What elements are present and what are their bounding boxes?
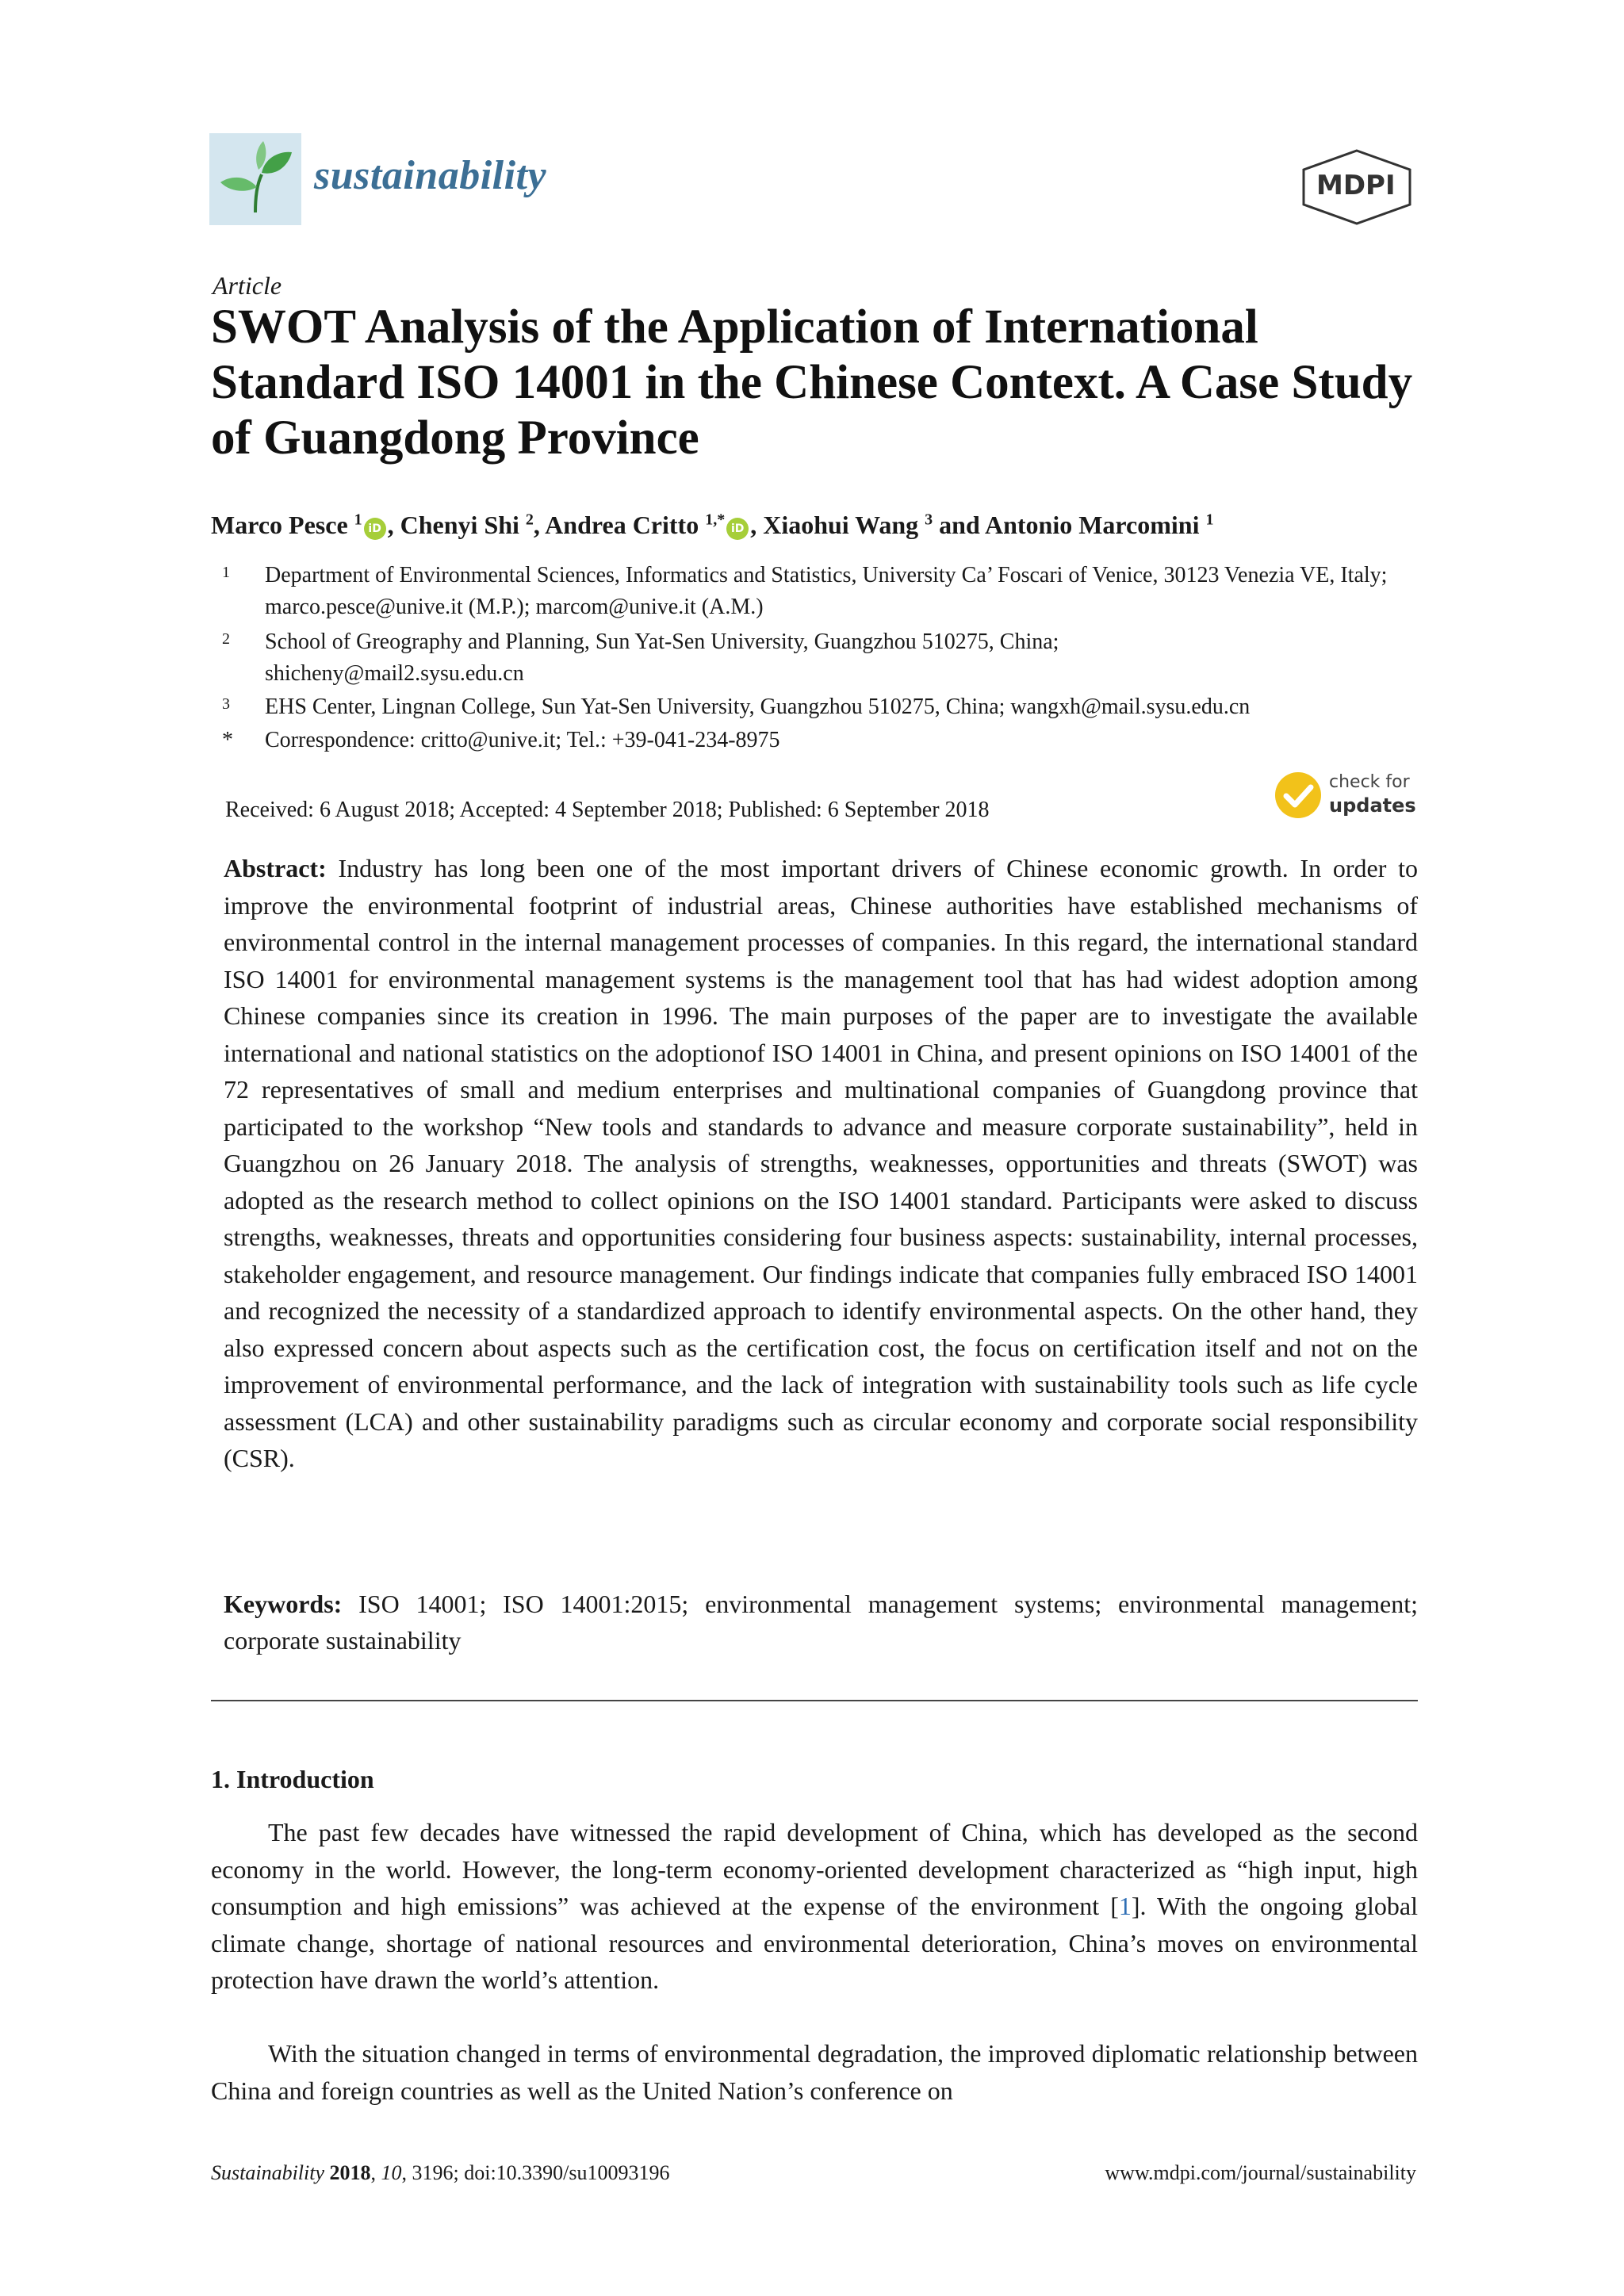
keywords-text: ISO 14001; ISO 14001:2015; environmental management systems; environmental management; corporate sustainability (224, 1590, 1419, 1655)
author-separator: , (750, 511, 764, 539)
badge-line-2: updates (1329, 794, 1416, 817)
author-name: Chenyi Shi (400, 511, 519, 539)
orcid-icon[interactable]: iD (726, 518, 749, 540)
publisher-logo (1299, 147, 1415, 227)
leaf-icon (209, 133, 301, 225)
section-heading: 1. Introduction (211, 1765, 374, 1793)
badge-line-1: check for (1329, 772, 1410, 792)
paragraph-text: The past few decades have witnessed the rapid development of China, which has developed as the second economy in the world. However, the long-term economy-oriented development characterized as “high input, high consumption and high emissions” was achieved at the expense of the environment [ (211, 1818, 1418, 1920)
footer-journal: Sustainability (211, 2161, 324, 2184)
orcid-icon[interactable]: iD (364, 518, 386, 540)
author-affiliation-mark: 1 (1205, 511, 1214, 529)
abstract-text: Industry has long been one of the most important drivers of Chinese economic growth. In order to improve the environmental footprint of industrial areas, Chinese authorities have established mechanisms of environmental control in the internal management processes of companies. In this regard, the international standard ISO 14001 for environmental management systems is the management tool that has had widest adoption among Chinese companies since its creation in 1996. The main purposes of the paper are to investigate the available international and national statistics on the adoptionof ISO 14001 in China, and present opinions on ISO 14001 of the 72 representatives of small and medium enterprises and multinational companies of Guangdong province that participated to the workshop “New tools and standards to advance and measure corporate sustainability”, held in Guangzhou on 26 January 2018. The analysis of strengths, weaknesses, opportunities and threats (SWOT) was adopted as the research method to collect opinions on the ISO 14001 standard. Participants were asked to discuss strengths, weaknesses, threats and opportunities considering four business aspects: sustainability, internal processes, stakeholder engagement, and resource management. Our findings indicate that companies fully embraced ISO 14001 and recognized the necessity of a standardized approach to identify environmental aspects. On the other hand, they also expressed concern about aspects such as the certification cost, the focus on certification itself and not on the improvement of environmental performance, and the lack of integration with sustainability tools such as life cycle assessment (LCA) and other sustainability paradigms such as circular economy and corporate social responsibility (CSR). (224, 854, 1419, 1472)
publisher-name: MDPI (1316, 170, 1396, 201)
author-separator: and (933, 511, 985, 539)
body-paragraph (211, 1814, 1418, 1999)
publication-dates: Received: 6 August 2018; Accepted: 4 September 2018; Published: 6 September 2018 (225, 798, 990, 822)
section-divider (211, 1700, 1418, 1701)
affiliation-mark: 3 (222, 695, 230, 713)
article-type: Article (213, 271, 282, 300)
footer-url[interactable]: www.mdpi.com/journal/sustainability (1105, 2161, 1416, 2184)
citation-link[interactable]: 1 (1118, 1892, 1132, 1920)
affiliation-mark: 2 (222, 630, 230, 648)
body-paragraph: With the situation changed in terms of environmental degradation, the improved diplomatic relationship between China and foreign countries as well as the United Nation’s conference on (211, 2039, 1418, 2105)
affiliation-text: Correspondence: critto@unive.it; Tel.: +39-041-234-8975 (265, 728, 780, 752)
author-affiliation-mark: 1 (354, 511, 362, 529)
affiliation-text: School of Greography and Planning, Sun Yat-Sen University, Guangzhou 510275, China; shicheny@mail2.sysu.edu.cn (265, 629, 1059, 686)
author-separator: , (533, 511, 546, 539)
affiliation-mark: * (222, 728, 233, 752)
footer-doi: , 3196; doi:10.3390/su10093196 (401, 2161, 670, 2184)
footer-citation: Sustainability 2018, 10, 3196; doi:10.3390/su10093196 (211, 2161, 670, 2184)
author-affiliation-mark: 3 (925, 511, 933, 529)
footer-year: 2018 (329, 2161, 371, 2184)
paragraph-text: ]. With the ongoing global climate change, shortage of national resources and environmental deterioration, China’s moves on environmental protection have drawn the world’s attention. (211, 1892, 1419, 1994)
journal-logo (209, 133, 301, 225)
author-name: Andrea Critto (545, 511, 699, 539)
abstract-label: Abstract: (224, 854, 327, 882)
abstract (224, 850, 1418, 1477)
author-name: Antonio Marcomini (984, 511, 1200, 539)
article-title: SWOT Analysis of the Application of International Standard ISO 14001 in the Chinese Context. A Case Study of Guangdong Province (211, 300, 1413, 465)
affiliation-text: Department of Environmental Sciences, Informatics and Statistics, University Ca’ Foscari of Venice, 30123 Venezia VE, Italy; marco.pesce@unive.it (M.P.); marcom@unive.it (A.M.) (265, 563, 1388, 619)
check-icon (1274, 771, 1323, 820)
author-list (211, 511, 1448, 540)
check-for-updates-badge[interactable] (1274, 769, 1426, 825)
affiliation-text: EHS Center, Lingnan College, Sun Yat-Sen University, Guangzhou 510275, China; wangxh@mail.sysu.edu.cn (265, 695, 1251, 719)
keywords (224, 1586, 1418, 1659)
author-separator: , (387, 511, 400, 539)
author-name: Xiaohui Wang (763, 511, 919, 539)
keywords-label: Keywords: (224, 1590, 343, 1618)
journal-name: sustainability (314, 153, 547, 198)
footer-volume: 10 (381, 2161, 402, 2184)
author-affiliation-mark: 1,* (705, 511, 726, 529)
author-name: Marco Pesce (211, 511, 348, 539)
author-affiliation-mark: 2 (525, 511, 534, 529)
affiliation-mark: 1 (222, 564, 230, 581)
